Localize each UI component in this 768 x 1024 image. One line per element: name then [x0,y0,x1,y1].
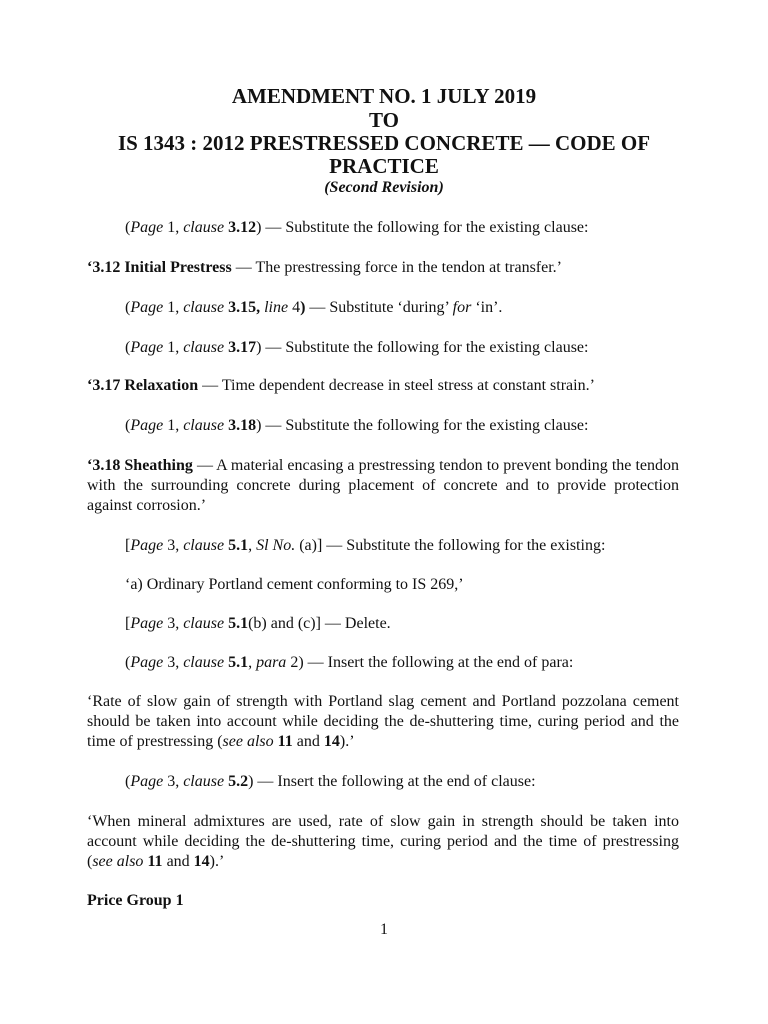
amendment-title: AMENDMENT NO. 1 JULY 2019 [231,84,537,108]
amendment-instruction-2: (Page 1, clause 3.15, line 4) — Substitute ‘during’ for ‘in’. [125,299,503,316]
amendment-instruction-4: (Page 1, clause 3.18) — Substitute the following for the existing clause: [125,417,589,434]
amendment-instruction-7: (Page 3, clause 5.1, para 2) — Insert the following at the end of para: [125,654,574,671]
insert-text-5-1: ‘Rate of slow gain of strength with Portland slag cement and Portland pozzolana cement should be taken into account while deciding the de-shuttering time, curing period and the time of prestressing (see also 11 and 14).’ [87,693,679,750]
standard-title: IS 1343 : 2012 PRESTRESSED CONCRETE — CODE OF [117,131,651,155]
amendment-instruction-3: (Page 1, clause 3.17) — Substitute the following for the existing clause: [125,339,589,356]
price-group: Price Group 1 [87,892,184,909]
title-to: TO [369,108,399,132]
amendment-instruction-6: [Page 3, clause 5.1(b) and (c)] — Delete. [125,615,391,632]
standard-title-cont: PRACTICE [329,154,439,178]
page-number: 1 [380,921,388,938]
revision-subtitle: (Second Revision) [324,179,444,196]
insert-text-5-2: ‘When mineral admixtures are used, rate of slow gain in strength should be taken into account while deciding the de-shuttering time, curing period and the time of prestressing (see also 11 and 14).’ [87,813,679,870]
amendment-instruction-5: [Page 3, clause 5.1, Sl No. (a)] — Substitute the following for the existing: [125,537,606,554]
substitute-text-3-17: ‘3.17 Relaxation — Time dependent decrease in steel stress at constant strain.’ [87,377,595,394]
substitute-text-5-1-a: ‘a) Ordinary Portland cement conforming to IS 269,’ [125,576,464,593]
amendment-instruction-8: (Page 3, clause 5.2) ― Insert the following at the end of clause: [125,773,536,790]
substitute-text-3-12: ‘3.12 Initial Prestress — The prestressing force in the tendon at transfer.’ [87,259,562,276]
substitute-text-3-18: ‘3.18 Sheathing — A material encasing a prestressing tendon to prevent bonding the tendon with the surrounding concrete during placement of concrete and to provide protection against corrosion.’ [87,457,680,514]
amendment-instruction-1: (Page 1, clause 3.12) — Substitute the following for the existing clause: [125,219,589,236]
